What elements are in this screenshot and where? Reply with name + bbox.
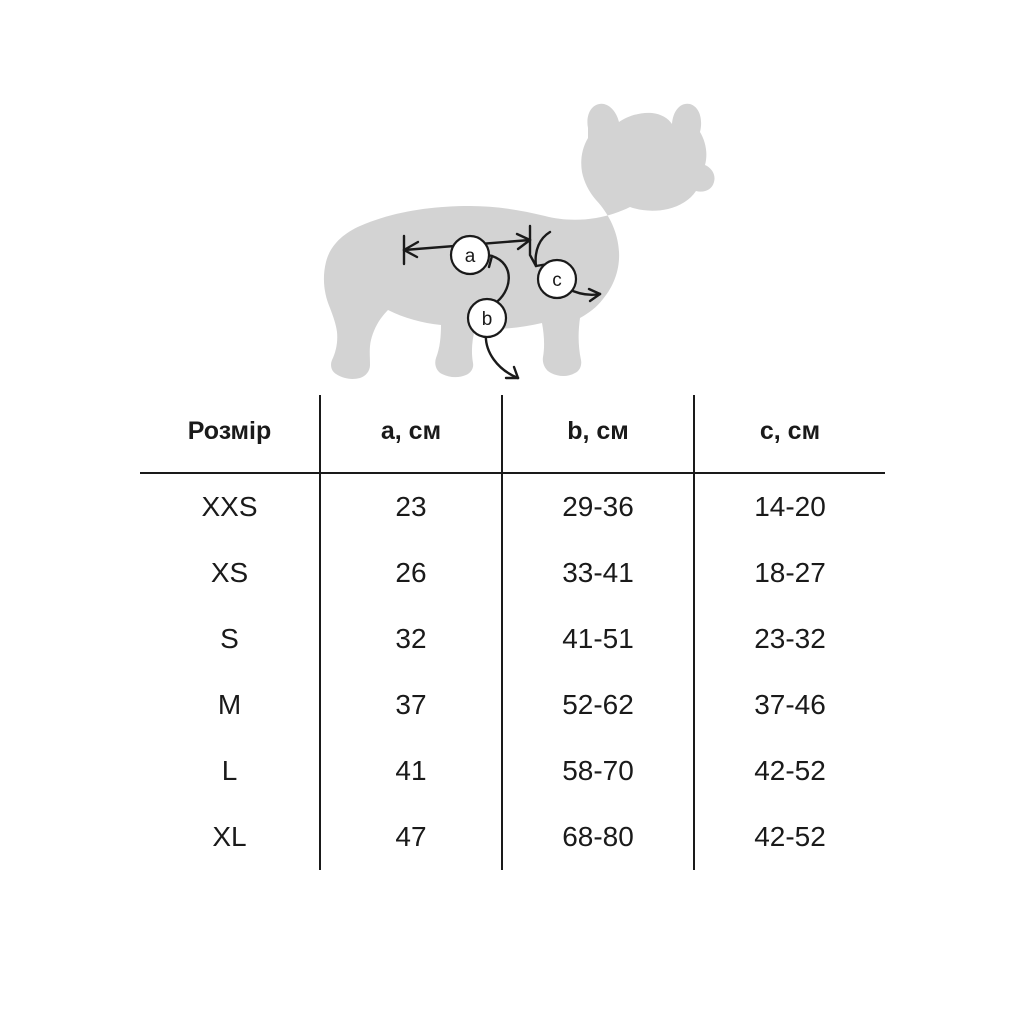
marker-c-label: c	[552, 270, 562, 291]
cell-b: 52-62	[502, 672, 694, 738]
cell-b: 29-36	[502, 473, 694, 540]
table-row	[140, 804, 885, 870]
cell-a: 23	[320, 473, 502, 540]
cell-b: 68-80	[502, 804, 694, 870]
header-size: Розмір	[140, 395, 320, 473]
table-row	[140, 672, 885, 738]
table-body	[140, 473, 885, 870]
cell-c: 18-27	[694, 540, 885, 606]
cell-b: 33-41	[502, 540, 694, 606]
marker-c	[538, 260, 576, 298]
header-c: c, см	[694, 395, 885, 473]
header-b: b, см	[502, 395, 694, 473]
marker-b	[468, 299, 506, 337]
cell-size: XXS	[201, 491, 258, 522]
cell-a: 26	[320, 540, 502, 606]
cell-c: 23-32	[694, 606, 885, 672]
cell-a: 41	[320, 738, 502, 804]
cell-size: XL	[212, 821, 247, 852]
cell-b: 58-70	[502, 738, 694, 804]
cell-c: 37-46	[694, 672, 885, 738]
dog-measurement-diagram	[0, 60, 1024, 390]
diagram-svg	[0, 60, 1024, 390]
cell-size: L	[221, 755, 238, 786]
table-row	[140, 738, 885, 804]
cell-b: 41-51	[502, 606, 694, 672]
cell-a: 47	[320, 804, 502, 870]
size-table	[140, 395, 885, 870]
table-header	[140, 395, 885, 473]
table-header-row	[140, 395, 885, 473]
cell-size: XS	[210, 557, 249, 588]
cell-c: 14-20	[694, 473, 885, 540]
cell-c: 42-52	[694, 738, 885, 804]
table-row	[140, 473, 885, 540]
cell-size: M	[217, 689, 242, 720]
table-row	[140, 606, 885, 672]
cell-a: 37	[320, 672, 502, 738]
marker-a-label: a	[464, 246, 476, 267]
cell-c: 42-52	[694, 804, 885, 870]
header-a: a, см	[320, 395, 502, 473]
table-row	[140, 540, 885, 606]
marker-a	[451, 236, 489, 274]
marker-b-label: b	[481, 309, 493, 330]
cell-a: 32	[320, 606, 502, 672]
cell-size: S	[220, 623, 239, 654]
